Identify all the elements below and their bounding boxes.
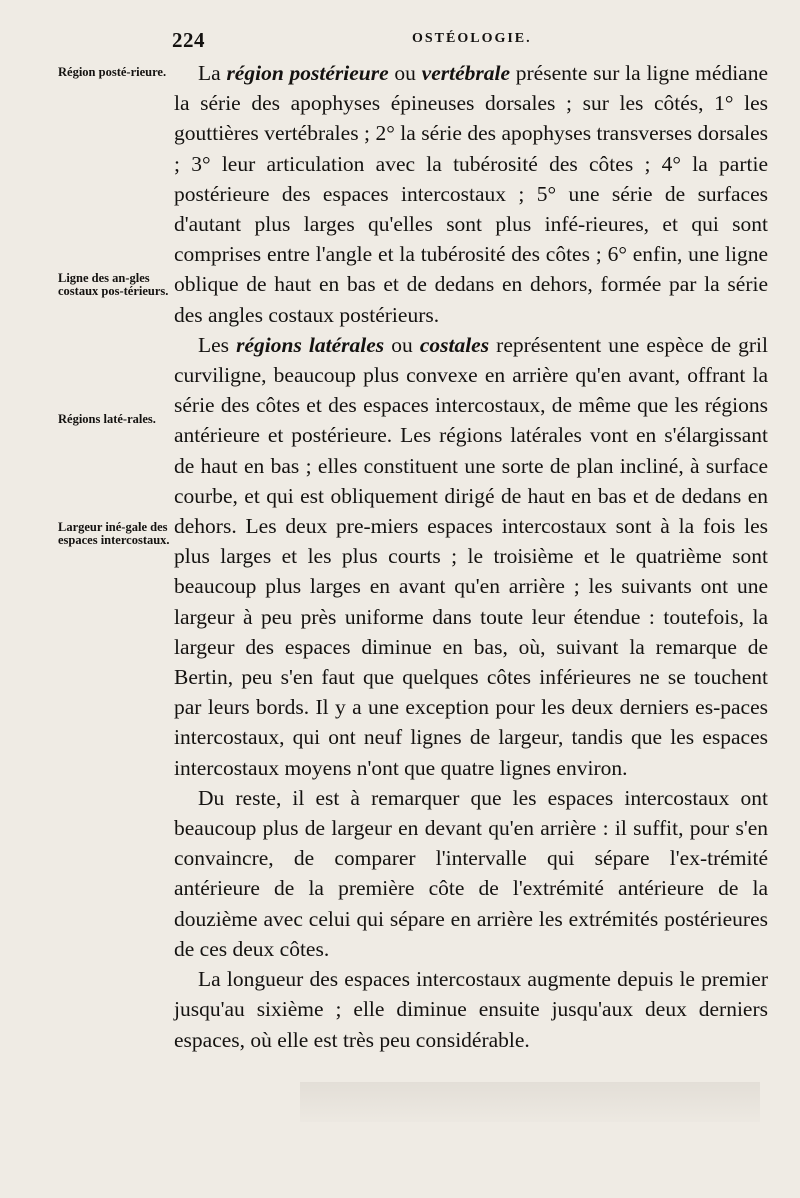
paragraph-rest: présente sur la ligne médiane la série des apophyses épineuses dorsales ; sur les côtés, 1° les gouttières vertébrales ; 2° la série des apophyses transverses dorsales ; 3° leur articulation avec la tubérosité des côtes ; 4° la partie postérieure des espaces intercostaux ; 5° une série de surfaces d'autant plus larges qu'elles sont plus infé-rieures, et qui sont comprises entre l'angle et la tubérosité des côtes ; 6° enfin, une ligne oblique de haut en bas et de dedans en dehors, formée par la série des angles costaux postérieurs. bbox=[174, 61, 768, 327]
body-text bbox=[174, 58, 768, 1055]
italic-term: régions latérales bbox=[236, 332, 385, 357]
paragraph-connector: ou bbox=[388, 61, 422, 85]
italic-term: région postérieure bbox=[226, 61, 389, 85]
page-number: 224 bbox=[172, 28, 205, 52]
paragraph-posterior-region bbox=[174, 58, 768, 330]
paragraph-lead: La bbox=[198, 61, 227, 85]
paragraph-lead: Les bbox=[198, 332, 237, 357]
paragraph-lateral-regions bbox=[174, 330, 768, 783]
running-title: OSTÉOLOGIE. bbox=[412, 31, 532, 46]
margin-note-lateral-regions: Régions laté-rales. bbox=[58, 412, 156, 426]
paragraph-rest: représentent une espèce de gril curviligne, beaucoup plus convexe en arrière qu'en avant, offrant la série des côtes et des espaces intercostaux, de même que les régions antérieure et postérieure. Les régions latérales vont en s'élargissant de haut en bas ; elles constituent une sorte de plan incliné, à surface courbe, et qui est obliquement dirigé de haut en bas et de dedans en dehors. Les deux pre-miers espaces intercostaux sont à la fois les plus larges et les plus courts ; le troisième et le quatrième sont beaucoup plus larges en avant qu'en arrière ; les suivants ont une largeur à peu près uniforme dans toute leur étendue : toutefois, la largeur des espaces diminue en bas, où, suivant la remarque de Bertin, peu s'en faut que quelques côtes inférieures ne se touchent par leurs bords. Il y a une exception pour les deux derniers es-paces intercostaux, qui ont neuf lignes de largeur, tandis que les espaces intercostaux moyens n'ont que quatre lignes environ. bbox=[174, 332, 769, 780]
italic-term: vertébrale bbox=[421, 61, 511, 85]
paragraph-connector: ou bbox=[384, 332, 420, 357]
page-header bbox=[0, 28, 800, 52]
margin-note-posterior-region: Région posté-rieure. bbox=[58, 65, 167, 79]
italic-term: costales bbox=[419, 332, 490, 357]
paragraph-front-back-width: Du reste, il est à remarquer que les espaces intercostaux ont beaucoup plus de largeur en devant qu'en arrière : il suffit, pour s'en convaincre, de comparer l'intervalle qui sépare l'ex-trémité antérieure de la première côte de l'extrémité antérieure de la douzième avec celui qui sépare en arrière les extrémités postérieures de ces deux côtes. bbox=[174, 785, 768, 961]
margin-note-costal-angles-line: Ligne des an-gles costaux pos-térieurs. bbox=[58, 271, 169, 298]
bleed-through-shadow bbox=[300, 1082, 760, 1122]
paragraph-length: La longueur des espaces intercostaux augmente depuis le premier jusqu'au sixième ; elle diminue ensuite jusqu'aux deux derniers espaces, où elle est très peu considérable. bbox=[174, 967, 768, 1052]
margin-note-intercostal-width: Largeur iné-gale des espaces intercostaux. bbox=[58, 520, 170, 547]
